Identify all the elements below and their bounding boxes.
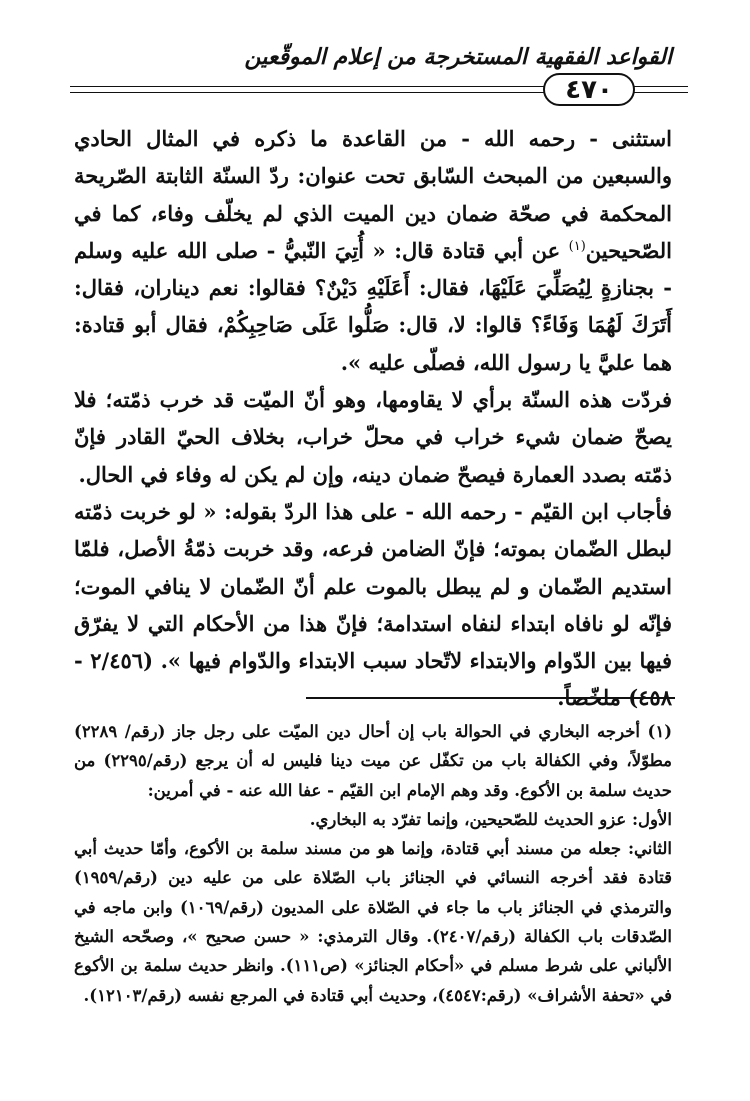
page-number: ٤٧٠ bbox=[543, 73, 635, 106]
main-text bbox=[74, 120, 672, 717]
paragraph-1-hadith: عن أبي قتادة قال: « أُتِيَ النّبيُّ - صلى الله عليه وسلم - بجنازةٍ لِيُصَلِّيَ عَلَيْهَا، فقال: أَعَلَيْهِ دَيْنٌ؟ فقالوا: نعم ديناران، فقال: أَتَرَكَ لَهُمَا وَفَاءً؟ قالوا: لا، قال: صَلُّوا عَلَى صَاحِبِكُمْ، فقال أبو قتادة: هما عليَّ يا رسول الله، فصلّى عليه ». bbox=[74, 237, 672, 375]
paragraph-3: فأجاب ابن القيّم - رحمه الله - على هذا الردّ بقوله: « لو خربت ذمّته لبطل الضّمان بموته؛ فإنّ الضامن فرعه، وقد خربت ذمّةُ الأصل، فلمّا استديم الضّمان و لم يبطل بالموت علم أنّ الضّمان لا ينافي الموت؛ فإنّه لو نافاه ابتداء لنفاه استدامة؛ فإنّ هذا من الأحكام التي لا يفرّق فيها بين الدّوام والابتداء لاتّحاد سبب الابتداء والدّوام فيها ». (٢/٤٥٦ - ٤٥٨) ملخّصاً. bbox=[74, 498, 672, 711]
paragraph-2: فردّت هذه السنّة برأي لا يقاومها، وهو أنّ الميّت قد خرب ذمّته؛ فلا يصحّ ضمان شيء خراب في محلّ خراب، بخلاف الحيّ القادر فإنّ ذمّته بصدد العمارة فيصحّ ضمان دينه، وإن لم يكن له وفاء في الحال. bbox=[74, 387, 672, 487]
paragraph-1-text: استثنى - رحمه الله - من القاعدة ما ذكره في المثال الحادي والسبعين من المبحث السّابق تحت عنوان: ردّ السنّة الثابتة الصّريحة المحكمة في صحّة ضمان دين الميت الذي لم يخلّف وفاء، كما في الصّحيحين bbox=[74, 126, 672, 263]
footnote-separator bbox=[306, 697, 675, 699]
footnotes bbox=[74, 717, 672, 1010]
paragraph-1 bbox=[74, 120, 672, 381]
footnote-1: (١) أخرجه البخاري في الحوالة باب إن أحال دين الميّت على رجل جاز (رقم/ ٢٢٨٩) مطوّلاً، وفي الكفالة باب من تكفّل عن ميت دينا فليس له أن يرجع (رقم/٢٢٩٥) من حديث سلمة بن الأكوع. وقد وهم الإمام ابن القيّم - عفا الله عنه - في أمرين: bbox=[74, 722, 672, 800]
footnote-point-1: الأول: عزو الحديث للصّحيحين، وإنما تفرّد به البخاري. bbox=[309, 809, 672, 829]
running-title: القواعد الفقهية المستخرجة من إعلام الموقّعين bbox=[244, 44, 672, 70]
footnote-reference: (١) bbox=[568, 238, 586, 254]
footnote-point-2: الثاني: جعله من مسند أبي قتادة، وإنما هو من مسند سلمة بن الأكوع، وأمّا حديث أبي قتادة فقد أخرجه النسائي في الجنائز باب الصّلاة على من عليه دين (رقم/١٩٥٩) والترمذي في الجنائز باب ما جاء في الصّلاة على المديون (رقم/١٠٦٩) وابن ماجه في الصّدقات باب الكفالة (رقم/٢٤٠٧). وقال الترمذي: « حسن صحيح »، وصحّحه الشيخ الألباني على شرط مسلم في «أحكام الجنائز» (ص١١١). وانظر حديث سلمة بن الأكوع في «تحفة الأشراف» (رقم:٤٥٤٧)، وحديث أبي قتادة في المرجع نفسه (رقم/١٢١٠٣). bbox=[74, 839, 673, 1005]
